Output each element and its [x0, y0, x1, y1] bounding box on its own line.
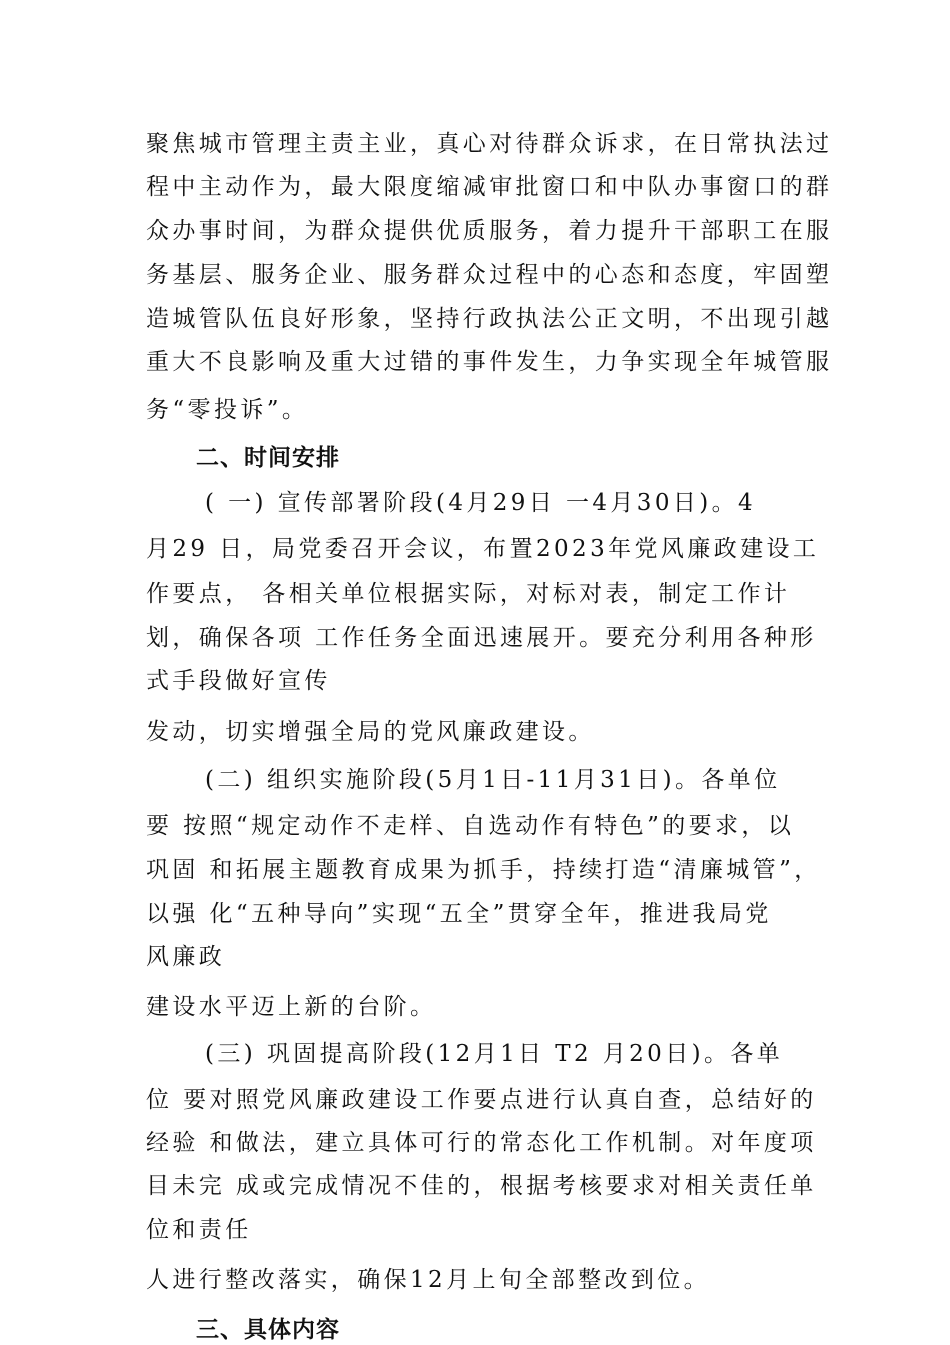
text-line: 目未完 成或完成情况不佳的，根据考核要求对相关责任单 [146, 1173, 817, 1199]
text-line: (二) 组织实施阶段(5月1日-11月31日)。各单位 [205, 767, 781, 793]
text-line: 重大不良影响及重大过错的事件发生，力争实现全年城管服 [146, 349, 833, 375]
text-line: 务基层、服务企业、服务群众过程中的心态和态度，牢固塑 [146, 262, 833, 288]
text-line: (三) 巩固提高阶段(12月1日 T2 月20日)。各单 [205, 1041, 784, 1067]
text-line: 月29 日，局党委召开会议，布置2023年党风廉政建设工 [146, 536, 820, 562]
text-line: 作要点， 各相关单位根据实际，对标对表，制定工作计 [146, 581, 791, 607]
text-line: ( 一) 宣传部署阶段(4月29日 一4月30日)。4 [205, 490, 757, 516]
text-line: 以强 化“五种导向”实现“五全”贯穿全年，推进我局党 [146, 901, 772, 927]
text-line: 务“零投诉”。 [146, 397, 309, 423]
text-line: 巩固 和拓展主题教育成果为抓手，持续打造“清廉城管”， [146, 857, 821, 883]
text-line: 经验 和做法，建立具体可行的常态化工作机制。对年度项 [146, 1130, 817, 1156]
text-line: 式手段做好宣传 [146, 668, 331, 694]
text-line: 造城管队伍良好形象，坚持行政执法公正文明，不出现引越 [146, 306, 833, 332]
text-line: 人进行整改落实，确保12月上旬全部整改到位。 [146, 1267, 711, 1293]
text-line: 建设水平迈上新的台阶。 [146, 994, 437, 1020]
section-heading: 三、具体内容 [196, 1317, 340, 1343]
text-line: 聚焦城市管理主责主业，真心对待群众诉求，在日常执法过 [146, 131, 833, 157]
text-line: 程中主动作为，最大限度缩减审批窗口和中队办事窗口的群 [146, 174, 833, 200]
text-line: 风廉政 [146, 944, 226, 970]
text-line: 位 要对照党风廉政建设工作要点进行认真自查，总结好的 [146, 1087, 817, 1113]
text-line: 众办事时间，为群众提供优质服务，着力提升干部职工在服 [146, 218, 833, 244]
section-heading: 二、时间安排 [196, 445, 340, 471]
text-line: 要 按照“规定动作不走样、自选动作有特色”的要求，以 [146, 813, 795, 839]
text-line: 划，确保各项 工作任务全面迅速展开。要充分利用各种形 [146, 625, 817, 651]
text-line: 发动，切实增强全局的党风廉政建设。 [146, 719, 595, 745]
text-line: 位和责任 [146, 1217, 252, 1243]
